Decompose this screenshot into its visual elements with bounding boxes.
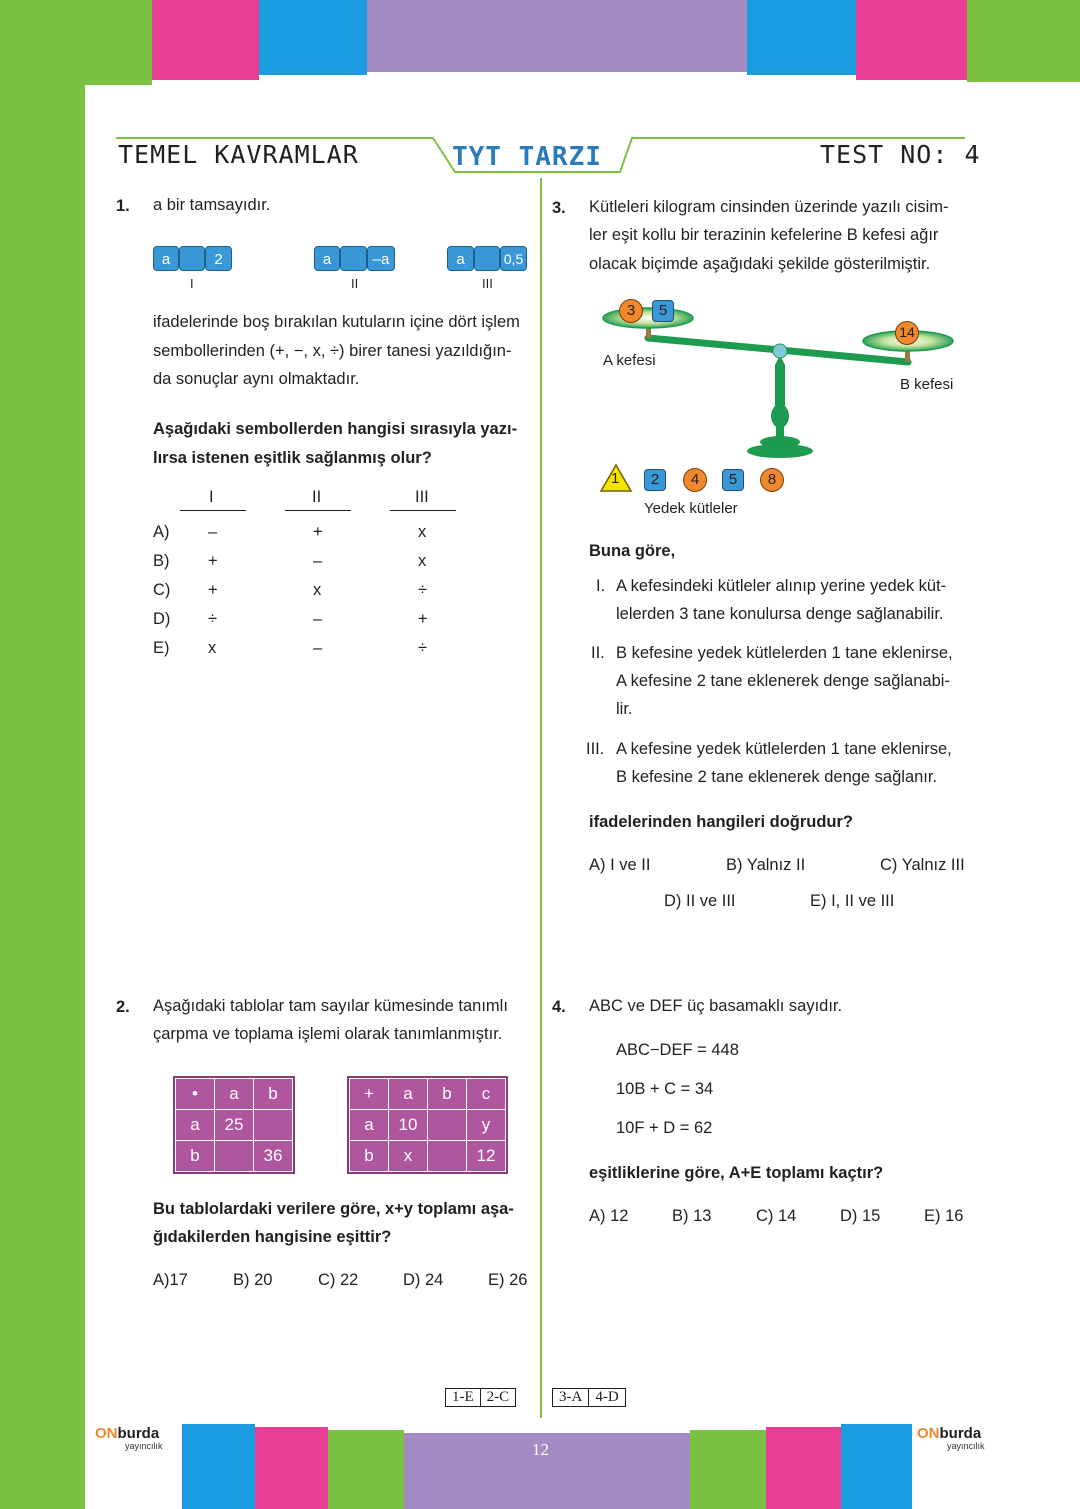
table-cell: • — [176, 1079, 215, 1110]
q1-text-line-2: sembollerinden (+, −, x, ÷) birer tanesi yazıldığın- — [153, 342, 512, 360]
option-value: x — [313, 581, 322, 599]
q1-box-empty — [179, 246, 205, 271]
answer-key-item: 4-D — [588, 1389, 624, 1406]
q3-text-line-1: Kütleleri kilogram cinsinden üzerinde yazılı cisim- — [589, 198, 949, 216]
statement-line: A kefesine yedek kütlelerden 1 tane eklenirse, — [616, 740, 952, 758]
logo-subtitle: yayıncılık — [125, 1441, 163, 1451]
q4-option-d[interactable]: D) 15 — [840, 1207, 881, 1225]
spare-mass: 2 — [644, 469, 666, 491]
top-band-blue-2 — [747, 0, 856, 75]
option-value: + — [418, 610, 428, 628]
option-value: x — [418, 523, 427, 541]
table-cell — [254, 1110, 293, 1141]
bottom-band-blue-2 — [841, 1424, 912, 1509]
q1-box-a: a — [314, 246, 340, 271]
statement-line: B kefesine 2 tane eklenerek denge sağlanır. — [616, 768, 938, 786]
q2-number: 2. — [116, 998, 130, 1016]
q3-question: ifadelerinden hangileri doğrudur? — [589, 813, 854, 831]
q4-option-e[interactable]: E) 16 — [924, 1207, 964, 1225]
q2-option-e[interactable]: E) 26 — [488, 1271, 528, 1289]
statement-number: III. — [586, 740, 605, 758]
table-cell: 36 — [254, 1141, 293, 1172]
option-value: x — [208, 639, 217, 657]
publisher-logo-left — [95, 1425, 163, 1451]
top-band-pink-2 — [856, 0, 967, 80]
page-number: 12 — [532, 1440, 549, 1459]
answer-key-left — [445, 1388, 516, 1407]
q1-label-II: II — [351, 276, 359, 291]
q3-option-e[interactable]: E) I, II ve III — [810, 892, 895, 910]
top-band-green-right — [967, 0, 1080, 82]
logo-subtitle: yayıncılık — [947, 1441, 985, 1451]
q1-col-header-III: III — [415, 488, 429, 506]
option-value: x — [418, 552, 427, 570]
q4-equation: ABC−DEF = 448 — [616, 1041, 739, 1059]
option-label: B) — [153, 552, 170, 570]
q1-col-underline — [390, 510, 456, 511]
table-cell: a — [389, 1079, 428, 1110]
table-cell — [215, 1141, 254, 1172]
q1-label-I: I — [190, 276, 194, 291]
q1-box-empty — [340, 246, 367, 271]
q3-text-line-3: olacak biçimde aşağıdaki şekilde gösterilmiştir. — [589, 255, 931, 273]
table-cell: a — [215, 1079, 254, 1110]
spare-masses-label: Yedek kütleler — [644, 500, 738, 517]
statement-number: I. — [596, 577, 606, 595]
q3-option-a[interactable]: A) I ve II — [589, 856, 651, 874]
statement-line: B kefesine yedek kütlelerden 1 tane eklenirse, — [616, 644, 953, 662]
answer-key-item: 1-E — [452, 1389, 474, 1405]
table-cell: c — [467, 1079, 506, 1110]
q1-box-b: 0,5 — [500, 246, 527, 271]
q1-text-line-3: da sonuçlar aynı olmaktadır. — [153, 370, 360, 388]
logo-burda: burda — [939, 1425, 982, 1442]
q1-col-header-II: II — [312, 488, 322, 506]
statement-line: A kefesindeki kütleler alınıp yerine yedek küt- — [616, 577, 947, 595]
q1-question-line-2: lırsa istenen eşitlik sağlanmış olur? — [153, 449, 432, 467]
logo-burda: burda — [117, 1425, 160, 1442]
q2-addition-table — [349, 1078, 506, 1172]
option-label: A) — [153, 523, 170, 541]
statement-number: II. — [591, 644, 605, 662]
q2-option-a[interactable]: A)17 — [153, 1271, 188, 1289]
answer-key-item: 3-A — [559, 1389, 583, 1405]
table-cell: b — [254, 1079, 293, 1110]
pan-a-mass: 3 — [619, 299, 643, 323]
test-number: TEST NO: 4 — [820, 140, 981, 169]
option-value: – — [313, 639, 323, 657]
q1-col-underline — [285, 510, 351, 511]
option-value: ÷ — [418, 581, 428, 599]
table-cell — [428, 1110, 467, 1141]
q2-option-d[interactable]: D) 24 — [403, 1271, 444, 1289]
table-cell: 25 — [215, 1110, 254, 1141]
table-cell: a — [176, 1110, 215, 1141]
statement-line: lelerden 3 tane konulursa denge sağlanabilir. — [616, 605, 944, 623]
table-cell: b — [176, 1141, 215, 1172]
top-band-pink — [152, 0, 259, 80]
spare-mass: 8 — [760, 468, 784, 492]
table-cell: y — [467, 1110, 506, 1141]
table-cell: b — [428, 1079, 467, 1110]
q2-option-c[interactable]: C) 22 — [318, 1271, 359, 1289]
left-margin-green — [0, 0, 85, 1509]
q2-text-line-1: Aşağıdaki tablolar tam sayılar kümesinde tanımlı — [153, 997, 508, 1015]
q1-question-line-1: Aşağıdaki sembollerden hangisi sırasıyla yazı- — [153, 420, 518, 438]
bottom-band-pink — [255, 1427, 328, 1509]
option-label: D) — [153, 610, 171, 628]
option-value: ÷ — [208, 610, 218, 628]
q4-equation: 10B + C = 34 — [616, 1080, 714, 1098]
option-value: + — [208, 581, 218, 599]
column-divider — [540, 178, 542, 1418]
q2-text-line-2: çarpma ve toplama işlemi olarak tanımlanmıştır. — [153, 1025, 503, 1043]
q1-box-b: –a — [367, 246, 395, 271]
page — [85, 85, 1080, 1509]
q3-number: 3. — [552, 199, 566, 217]
answer-key-right — [552, 1388, 626, 1407]
q1-box-a: a — [447, 246, 474, 271]
statement-line: lir. — [616, 700, 633, 718]
table-cell: x — [389, 1141, 428, 1172]
pan-a-mass: 5 — [652, 300, 674, 322]
q4-option-b[interactable]: B) 13 — [672, 1207, 712, 1225]
q4-equation: 10F + D = 62 — [616, 1119, 713, 1137]
bottom-band-blue — [182, 1424, 255, 1509]
exam-style-title: TYT TARZI — [452, 142, 602, 172]
spare-mass: 5 — [722, 469, 744, 491]
q2-option-b[interactable]: B) 20 — [233, 1271, 273, 1289]
section-title: TEMEL KAVRAMLAR — [118, 140, 359, 169]
option-label: C) — [153, 581, 171, 599]
top-band-blue — [259, 0, 367, 75]
q2-question-line-2: ğıdakilerden hangisine eşittir? — [153, 1228, 392, 1246]
table-cell: + — [350, 1079, 389, 1110]
option-value: – — [208, 523, 218, 541]
option-value: + — [208, 552, 218, 570]
logo-on: ON — [95, 1425, 118, 1442]
q4-number: 4. — [552, 998, 566, 1016]
spare-mass: 4 — [683, 468, 707, 492]
q1-box-empty — [474, 246, 500, 271]
statement-line: A kefesine 2 tane eklenerek denge sağlanabi- — [616, 672, 950, 690]
q3-lead: Buna göre, — [589, 542, 676, 560]
q1-text-line-1: ifadelerinde boş bırakılan kutuların içine dört işlem — [153, 313, 520, 331]
q1-col-header-I: I — [209, 488, 214, 506]
q1-col-underline — [180, 510, 246, 511]
table-cell — [428, 1141, 467, 1172]
bottom-band-green-2 — [690, 1430, 766, 1509]
table-cell: 10 — [389, 1110, 428, 1141]
bottom-band-green — [328, 1430, 404, 1509]
q3-text-line-2: ler eşit kollu bir terazinin kefelerine B kefesi ağır — [589, 226, 939, 244]
q3-option-b[interactable]: B) Yalnız II — [726, 856, 806, 874]
answer-key-item: 2-C — [480, 1389, 516, 1406]
q2-multiplication-table — [175, 1078, 293, 1172]
q4-option-c[interactable]: C) 14 — [756, 1207, 797, 1225]
option-value: – — [313, 552, 323, 570]
q1-box-b: 2 — [205, 246, 232, 271]
table-cell: b — [350, 1141, 389, 1172]
pan-a-label: A kefesi — [603, 352, 656, 369]
option-value: – — [313, 610, 323, 628]
table-cell: a — [350, 1110, 389, 1141]
q1-label-III: III — [482, 276, 493, 291]
table-cell: 12 — [467, 1141, 506, 1172]
pan-b-mass: 14 — [895, 321, 919, 345]
option-value: ÷ — [418, 639, 428, 657]
option-value: + — [313, 523, 323, 541]
bottom-band-pink-2 — [766, 1427, 841, 1509]
top-band-purple — [367, 0, 747, 72]
q4-option-a[interactable]: A) 12 — [589, 1207, 629, 1225]
q4-text: ABC ve DEF üç basamaklı sayıdır. — [589, 997, 843, 1015]
q1-number: 1. — [116, 197, 130, 215]
spare-mass: 1 — [611, 470, 620, 487]
q1-intro: a bir tamsayıdır. — [153, 196, 271, 214]
q3-option-c[interactable]: C) Yalnız III — [880, 856, 965, 874]
q3-option-d[interactable]: D) II ve III — [664, 892, 736, 910]
logo-on: ON — [917, 1425, 940, 1442]
q2-question-line-1: Bu tablolardaki verilere göre, x+y toplamı aşa- — [153, 1200, 514, 1218]
pan-b-label: B kefesi — [900, 376, 954, 393]
publisher-logo-right — [917, 1425, 985, 1451]
option-label: E) — [153, 639, 170, 657]
q1-box-a: a — [153, 246, 179, 271]
q4-question: eşitliklerine göre, A+E toplamı kaçtır? — [589, 1164, 884, 1182]
